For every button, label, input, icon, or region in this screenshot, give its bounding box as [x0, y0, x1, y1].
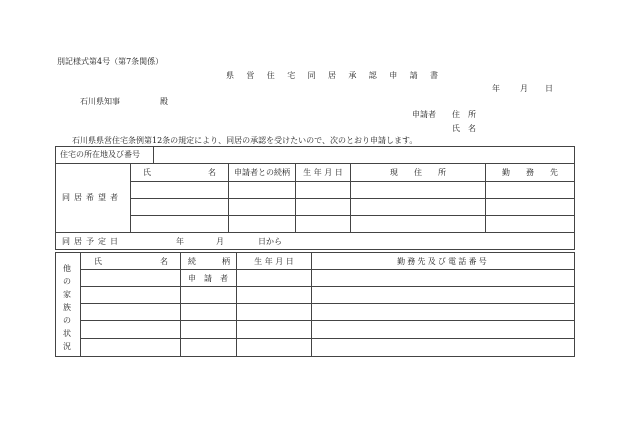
- family-header-relation-left: 続: [188, 257, 196, 266]
- honorific: 殿: [160, 97, 168, 106]
- residence-label: 住宅の所在地及び番号: [60, 150, 140, 159]
- cohabitant-header-relation: 申請者との続柄: [234, 168, 290, 177]
- family-row-label: 他の家族の状況: [63, 264, 71, 351]
- family-header-birth: 生 年 月 日: [254, 257, 294, 266]
- cohabitant-header-work: 勤 務 先: [502, 168, 558, 177]
- addressee: 石川県知事: [80, 97, 120, 106]
- cohabitant-header-address: 現 住 所: [390, 168, 446, 177]
- date-year: 年: [492, 84, 500, 93]
- date-day: 日: [545, 84, 553, 93]
- cohabitant-header-birth: 生 年 月 日: [303, 168, 343, 177]
- applicant-label: 申請者: [412, 110, 436, 119]
- scheduled-year: 年: [176, 237, 184, 246]
- form-title: 県 営 住 宅 同 居 承 認 申 請 書: [226, 71, 441, 80]
- form-number: 別記様式第4号（第7条関係）: [57, 57, 164, 66]
- cohabitant-row-label: 同居希望者: [62, 193, 122, 202]
- applicant-name-label: 氏 名: [452, 124, 476, 133]
- scheduled-from: 日から: [258, 237, 282, 246]
- intro-text: 石川県県営住宅条例第12条の規定により、同居の承認を受けたいので、次のとおり申請します。: [72, 136, 418, 145]
- family-applicant-relation: 申 請 者: [188, 274, 228, 283]
- scheduled-month: 月: [216, 237, 224, 246]
- family-header-work: 勤務先及び電話番号: [397, 257, 489, 266]
- residence-field[interactable]: [153, 147, 574, 163]
- cohabitant-header-name-left: 氏: [143, 168, 151, 177]
- cohabitant-header-name-right: 名: [208, 168, 216, 177]
- scheduled-label: 同居予定日: [62, 237, 122, 246]
- applicant-address-label: 住 所: [452, 110, 476, 119]
- date-month: 月: [520, 84, 528, 93]
- family-header-name-left: 氏: [94, 257, 102, 266]
- family-header-name-right: 名: [160, 257, 168, 266]
- family-header-relation-right: 柄: [222, 257, 230, 266]
